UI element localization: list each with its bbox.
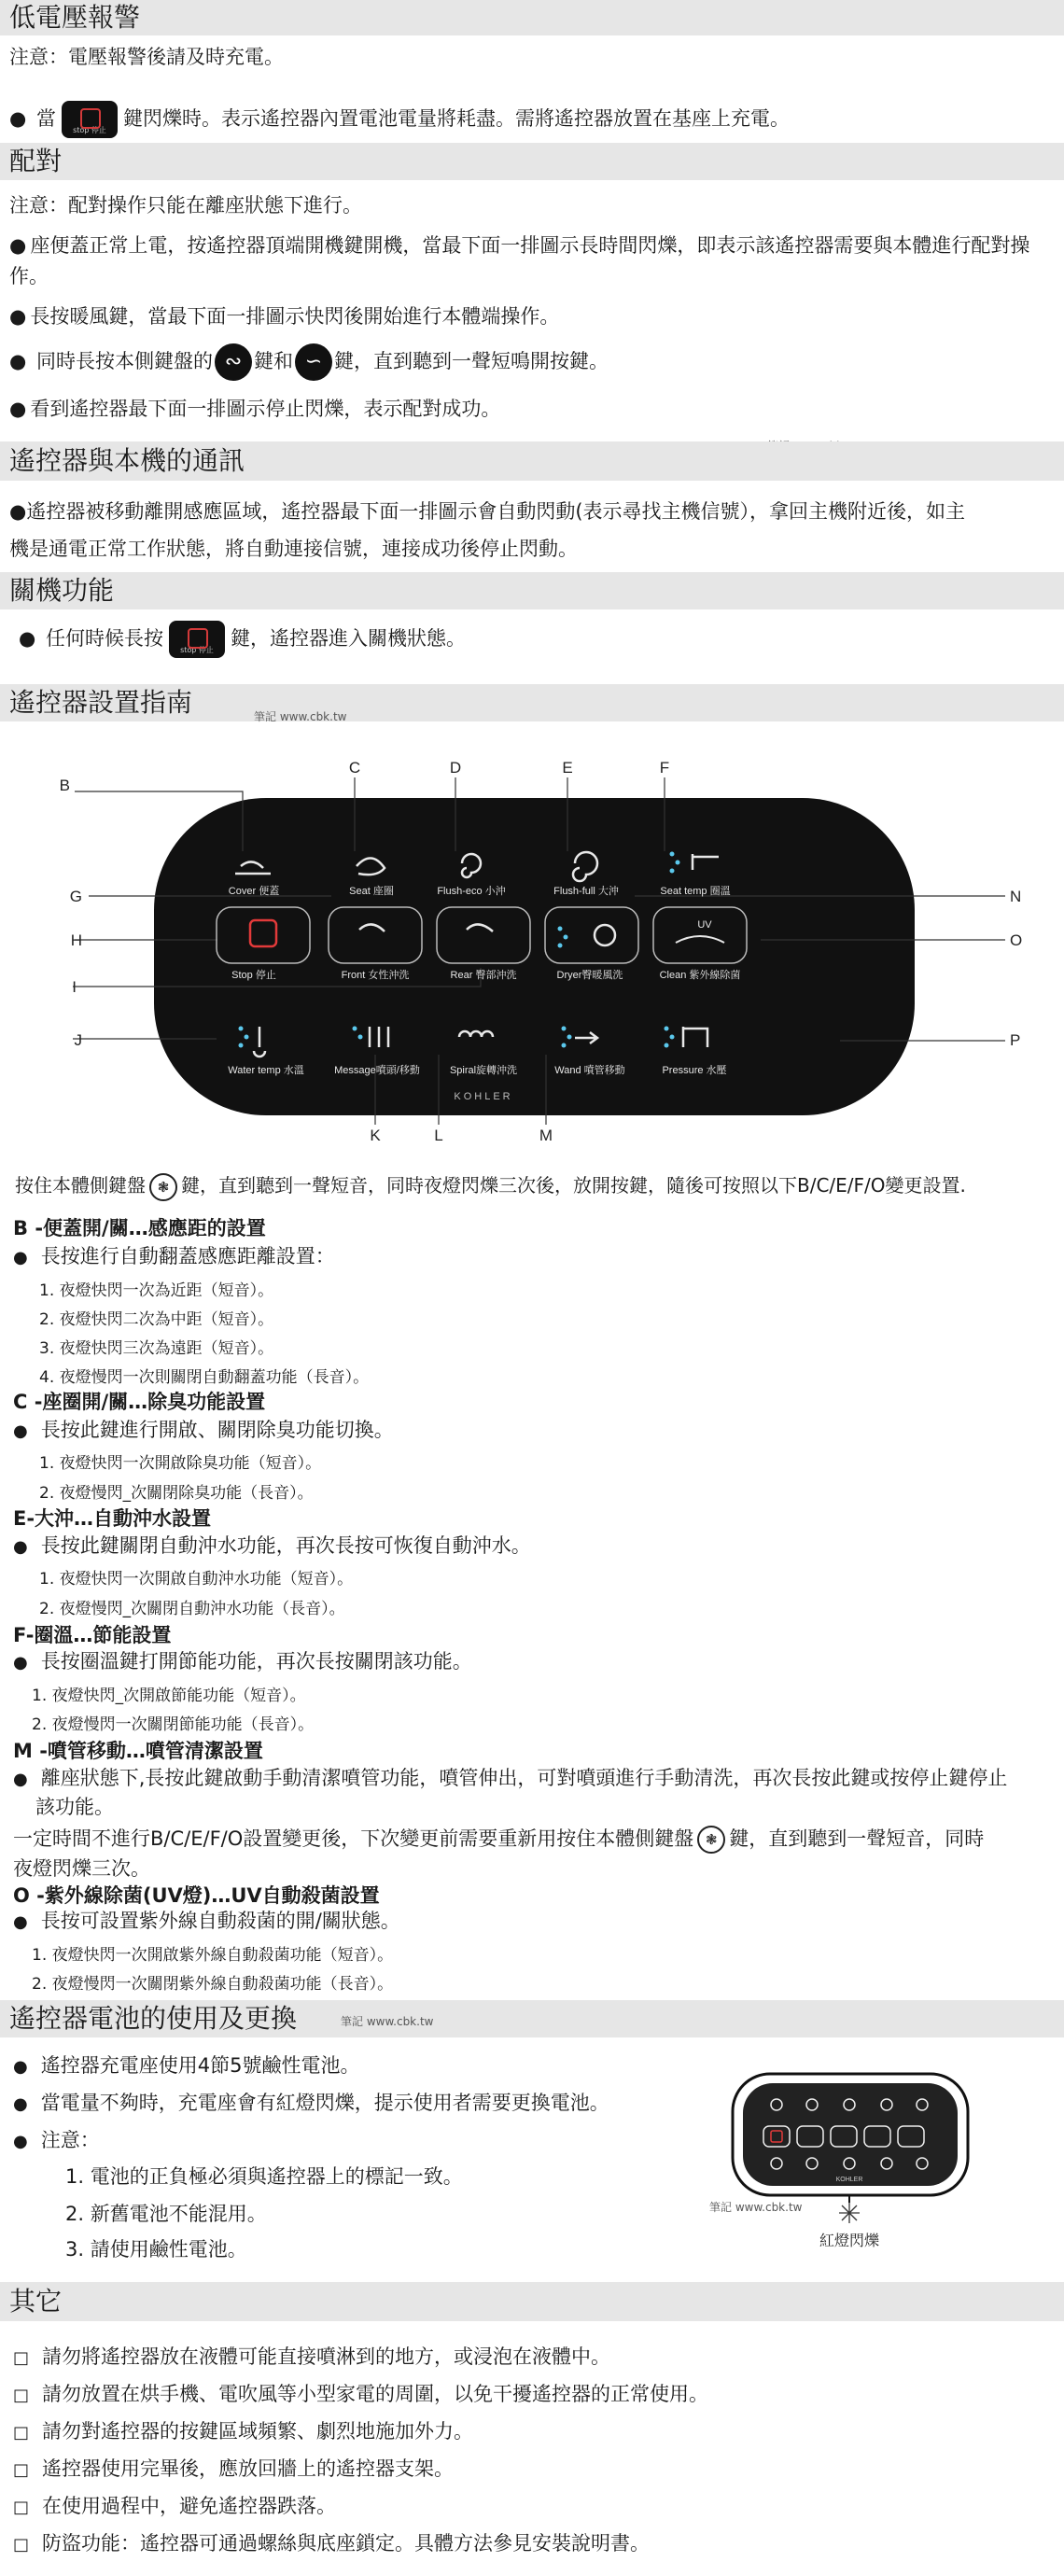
bullet-text: 鍵，遙控器進入關機狀態。: [231, 627, 467, 650]
bullet-text: 鍵和: [254, 350, 294, 372]
bullet-shutdown: [19, 621, 466, 658]
other-item: [13, 2379, 708, 2410]
bullet-pairing-1: [9, 231, 1055, 291]
label-uv: UV: [697, 919, 712, 931]
callout-b: B: [59, 777, 70, 794]
callout-l: L: [434, 1127, 443, 1144]
bullet-text: 長按暖風鍵，當最下面一排圖示快閃後開始進行本體端操作。: [30, 305, 560, 328]
bullet-text: 注意：: [40, 2129, 100, 2151]
battery-item: 3. 請使用鹼性電池。: [65, 2238, 247, 2261]
stop-key-icon: [169, 621, 225, 658]
bullet-text-pre: 當: [36, 107, 57, 130]
callout-k: K: [370, 1127, 381, 1144]
setting-e-bullet: [13, 1531, 531, 1561]
intro-text: 鍵，直到聽到一聲短音，同時夜燈閃爍三次後，放開按鍵，隨後可按照以下B/C/E/F/O變更設置.: [181, 1174, 966, 1197]
label-wand: Wand 噴管移動: [554, 1065, 625, 1076]
label-front: Front 女性沖洗: [341, 970, 410, 981]
setting-b-item: 1. 夜燈快閃一次為近距（短音）。: [39, 1281, 274, 1300]
callout-e: E: [562, 759, 573, 777]
intro-text: 按住本體側鍵盤: [15, 1174, 146, 1197]
remote-diagram: [0, 747, 1064, 1176]
bullet-text: 鍵，直到聽到一聲短鳴開按鍵。: [334, 350, 609, 372]
setting-e-item: 1. 夜燈快閃一次開啟自動沖水功能（短音）。: [39, 1570, 354, 1589]
other-item: [13, 2491, 336, 2522]
bullet-text: 長按圈溫鍵打開節能功能，再次長按關閉該功能。: [40, 1650, 472, 1673]
callout-i: I: [72, 978, 77, 996]
note-text: 注意：配對操作只能在離座狀態下進行。: [9, 194, 362, 217]
item-text: 在使用過程中，避免遙控器跌落。: [42, 2495, 337, 2517]
setting-e-title: E-大沖…自動沖水設置: [13, 1507, 212, 1530]
setting-b-title: B -便蓋開/關…感應距的設置: [13, 1217, 266, 1239]
watermark: 筆記 www.cbk.tw: [341, 2015, 434, 2028]
section-title: 遙控器電池的使用及更換: [9, 2003, 298, 2034]
item-text: 遙控器使用完畢後，應放回牆上的遙控器支架。: [42, 2457, 455, 2480]
bullet-pairing-2: [9, 301, 559, 332]
bullet-text: 離座狀態下,長按此鍵啟動手動清潔噴管功能，噴管伸出，可對噴頭進行手動清洗，再次長按此鍵或按停止鍵停止: [40, 1767, 1008, 1789]
label-flush-full: Flush-full 大沖: [553, 886, 619, 897]
item-text: 防盜功能：遙控器可通過螺絲與底座鎖定。具體方法參見安裝說明書。: [42, 2532, 651, 2555]
label-seat-temp: Seat temp 圈溫: [660, 886, 731, 897]
section-title: 關機功能: [9, 575, 115, 606]
stop-key-icon: [62, 101, 118, 138]
bullet-text: 長按此鍵關閉自動沖水功能，再次長按可恢復自動沖水。: [40, 1534, 531, 1557]
item-text: 請勿放置在烘手機、電吹風等小型家電的周圍，以免干擾遙控器的正常使用。: [42, 2383, 709, 2405]
label-message: Message噴頭/移動: [334, 1065, 420, 1076]
setting-o-bullet: [13, 1906, 400, 1937]
setting-b-item: 4. 夜燈慢閃一次則關閉自動翻蓋功能（長音）。: [39, 1368, 370, 1387]
communication-line-1: ●遙控器被移動離開感應區域，遙控器最下面一排圖示會自動閃動(表示尋找主機信號），拿回主機附近後，如主: [9, 500, 966, 523]
bullet-text: 長按可設置紫外線自動殺菌的開/關狀態。: [40, 1910, 400, 1932]
setting-m-bullet: [13, 1763, 1007, 1794]
rear-wash-key-icon: ∽: [295, 343, 332, 381]
other-item: [13, 2342, 610, 2373]
key-caption: stop 停止: [73, 125, 106, 134]
kohler-logo: KOHLER: [454, 1091, 513, 1102]
item-text: 請勿將遙控器放在液體可能直接噴淋到的地方，或浸泡在液體中。: [42, 2345, 611, 2368]
setting-c-title: C -座圈開/關…除臭功能設置: [13, 1391, 266, 1413]
setting-e-item: 2. 夜燈慢閃_次關閉自動沖水功能（長音）。: [39, 1600, 345, 1618]
red-light-label: 紅燈閃爍: [819, 2233, 880, 2249]
setting-c-bullet: [13, 1415, 394, 1446]
setting-b-item: 2. 夜燈快閃二次為中距（短音）。: [39, 1310, 274, 1329]
label-clean: Clean 紫外線除菌: [659, 970, 741, 981]
bullet-low-voltage: [9, 101, 790, 138]
setting-m-title: M -噴管移動…噴管清潔設置: [13, 1740, 263, 1762]
label-spiral: Spiral旋轉沖洗: [449, 1065, 518, 1076]
bullet-text: 長按此鍵進行開啟、關閉除臭功能切換。: [40, 1419, 394, 1441]
battery-bullet-2: [13, 2088, 609, 2119]
setting-m-bullet-cont: 該功能。: [35, 1796, 114, 1818]
bullet-text: 同時長按本側鍵盤的: [36, 350, 214, 372]
section-header-battery: [0, 2000, 1064, 2037]
bullet-text: 當電量不夠時，充電座會有紅燈閃爍，提示使用者需要更換電池。: [40, 2092, 609, 2114]
setting-f-item: 1. 夜燈快閃_次開啟節能功能（短音）。: [32, 1687, 306, 1705]
label-cover: Cover 便蓋: [228, 886, 280, 897]
callout-f: F: [659, 759, 670, 777]
mini-kohler-logo: KOHLER: [835, 2177, 863, 2183]
battery-item: 2. 新舊電池不能混用。: [65, 2203, 267, 2225]
settings-intro: [15, 1171, 966, 1201]
section-title: 遙控器設置指南: [9, 687, 193, 718]
label-rear: Rear 臀部沖洗: [450, 970, 517, 981]
setting-b-bullet: [13, 1241, 335, 1272]
callout-m: M: [539, 1127, 553, 1144]
setting-m-paragraph: [13, 1824, 984, 1855]
callout-n: N: [1010, 888, 1022, 905]
bullet-text: 任何時候長按: [46, 627, 164, 650]
other-item: [13, 2528, 650, 2559]
label-stop: Stop 停止: [231, 970, 276, 981]
setting-o-item: 2. 夜燈慢閃一次關閉紫外線自動殺菌功能（長音）。: [32, 1975, 394, 1994]
callout-g: G: [69, 888, 82, 905]
bullet-text: 看到遙控器最下面一排圖示停止閃爍，表示配對成功。: [30, 398, 501, 420]
callout-c: C: [348, 759, 361, 777]
setting-b-item: 3. 夜燈快閃三次為遠距（短音）。: [39, 1339, 274, 1358]
setting-f-item: 2. 夜燈慢閃一次關閉節能功能（長音）。: [32, 1715, 315, 1734]
note-text: 注意：電壓報警後請及時充電。: [9, 46, 284, 68]
section-header-communication: [0, 441, 1064, 481]
section-header-other: [0, 2282, 1064, 2321]
callout-p: P: [1010, 1031, 1021, 1049]
setting-c-item: 2. 夜燈慢閃_次關閉除臭功能（長音）。: [39, 1484, 314, 1503]
battery-bullet-3: [13, 2125, 100, 2156]
red-light-icon: [839, 2203, 860, 2223]
callout-o: O: [1010, 931, 1023, 949]
battery-bullet-1: [13, 2051, 359, 2081]
gear-icon: ❃: [149, 1173, 177, 1201]
bullet-pairing-3: [9, 343, 609, 381]
section-title: 配對: [9, 146, 63, 176]
section-title: 遙控器與本機的通訊: [9, 445, 245, 476]
section-title: 其它: [9, 2286, 63, 2317]
other-item: [13, 2416, 473, 2447]
watermark: 筆記 www.cbk.tw: [709, 2201, 803, 2214]
watermark: 筆記 www.cbk.tw: [254, 710, 347, 723]
section-header-settings-guide: [0, 684, 1064, 721]
communication-line-2: 機是通電正常工作狀態，將自動連接信號，連接成功後停止閃動。: [9, 538, 578, 560]
section-header-low-voltage: [0, 0, 1064, 35]
label-water-temp: Water temp 水溫: [228, 1065, 304, 1076]
setting-o-title: O -紫外線除菌(UV燈)…UV自動殺菌設置: [13, 1884, 380, 1907]
section-title: 低電壓報警: [9, 2, 141, 33]
bullet-text-post: 鍵閃爍時。表示遙控器內置電池電量將耗盡。需將遙控器放置在基座上充電。: [123, 107, 791, 130]
setting-m-paragraph-cont: 夜燈閃爍三次。: [13, 1857, 150, 1880]
key-caption: stop 停止: [180, 645, 214, 654]
callout-d: D: [449, 759, 462, 777]
label-dryer: Dryer臀暖風洗: [556, 970, 623, 981]
paragraph-text: 鍵，直到聽到一聲短音，同時: [729, 1827, 985, 1850]
section-header-pairing: [0, 143, 1064, 180]
section-header-shutdown: [0, 572, 1064, 609]
setting-o-item: 1. 夜燈快閃一次開啟紫外線自動殺菌功能（短音）。: [32, 1946, 394, 1965]
battery-item: 1. 電池的正負極必須與遙控器上的標記一致。: [65, 2165, 463, 2188]
front-wash-key-icon: ∾: [215, 343, 252, 381]
remote-mini-illustration: [709, 2063, 989, 2249]
bullet-text: 座便蓋正常上電，按遙控器頂端開機鍵開機，當最下面一排圖示長時間閃爍，即表示該遙控器需要與本體進行配對操作。: [9, 234, 1030, 287]
setting-c-item: 1. 夜燈快閃一次開啟除臭功能（短音）。: [39, 1454, 322, 1473]
label-pressure: Pressure 水壓: [662, 1065, 727, 1076]
bullet-text: 長按進行自動翻蓋感應距離設置：: [40, 1245, 335, 1267]
setting-f-bullet: [13, 1646, 472, 1677]
label-seat: Seat 座圈: [349, 886, 394, 897]
callout-h: H: [70, 931, 82, 949]
other-item: [13, 2454, 454, 2485]
bullet-pairing-4: [9, 394, 500, 425]
callout-j: J: [74, 1031, 82, 1049]
setting-f-title: F-圈溫…節能設置: [13, 1624, 172, 1646]
bullet-text: 遙控器充電座使用4節5號鹼性電池。: [40, 2054, 360, 2077]
item-text: 請勿對遙控器的按鍵區域頻繁、劇烈地施加外力。: [42, 2420, 474, 2443]
label-flush-eco: Flush-eco 小沖: [437, 886, 506, 897]
paragraph-text: 一定時間不進行B/C/E/F/O設置變更後，下次變更前需要重新用按住本體側鍵盤: [13, 1827, 694, 1850]
gear-icon: ❃: [697, 1826, 725, 1854]
